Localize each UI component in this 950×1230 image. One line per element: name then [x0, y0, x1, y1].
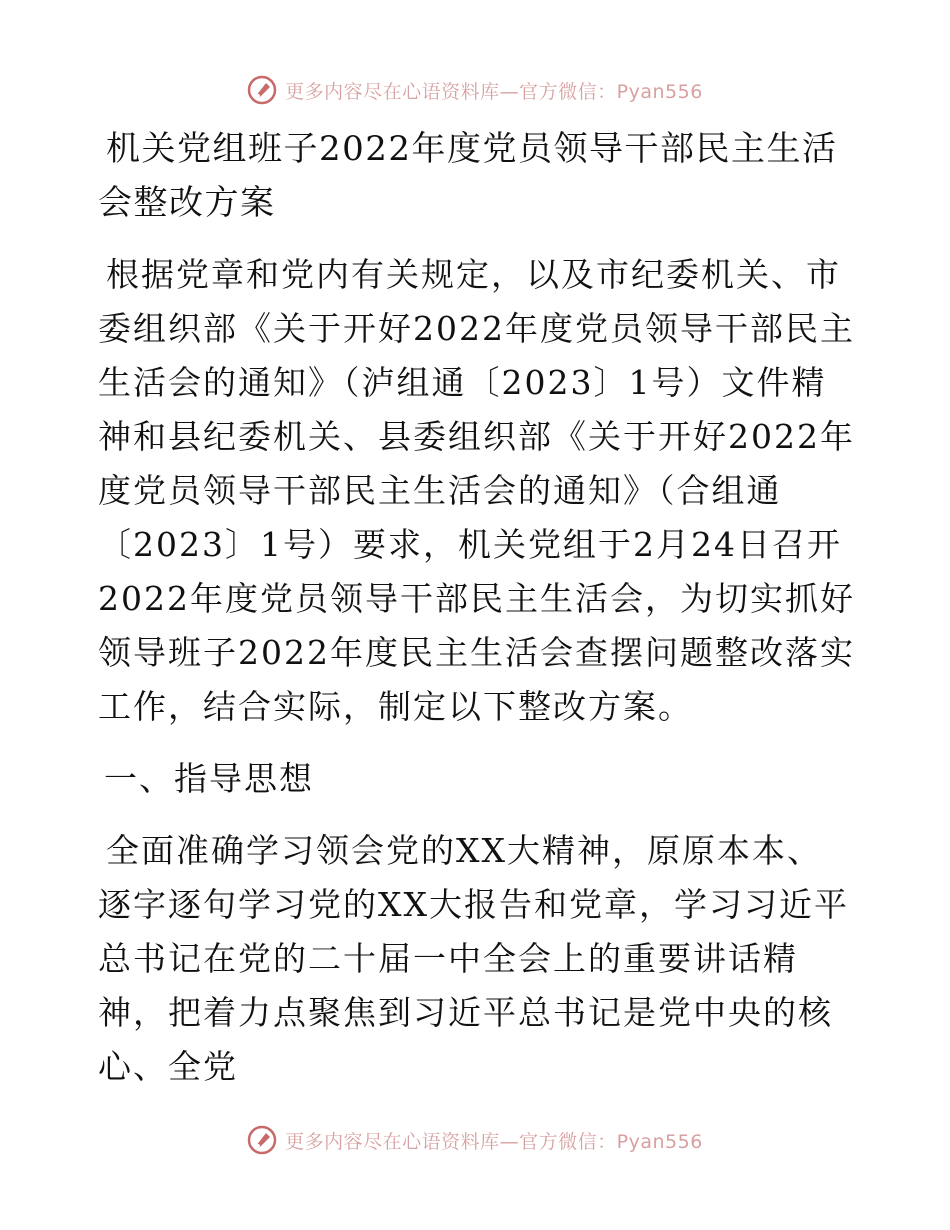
pen-nib-logo-icon	[247, 1125, 277, 1155]
intro-paragraph: 根据党章和党内有关规定，以及市纪委机关、市委组织部《关于开好2022年度党员领导干部民主生活会的通知》（泸组通〔2023〕1号）文件精神和县纪委机关、县委组织部《关于开好2022年度党员领导干部民主生活会的通知》（合组通〔2023〕1号）要求，机关党组于2月24日召开2022年度党员领导干部民主生活会，为切实抓好领导班子2022年度民主生活会查摆问题整改落实工作，结合实际，制定以下整改方案。	[98, 255, 855, 726]
watermark-banner-top	[0, 70, 950, 110]
section-paragraph-guiding-thought: 全面准确学习领会党的XX大精神，原原本本、逐字逐句学习党的XX大报告和党章，学习习近平总书记在党的二十届一中全会上的重要讲话精神，把着力点聚焦到习近平总书记是党中央的核心、全党	[98, 831, 849, 1086]
pen-nib-logo-icon	[247, 75, 277, 105]
watermark-text: 更多内容尽在心语资料库—官方微信：Pyan556	[285, 1130, 703, 1153]
section-heading-guiding-thought: 一、指导思想	[104, 759, 314, 798]
document-body	[98, 122, 856, 1112]
watermark-text: 更多内容尽在心语资料库—官方微信：Pyan556	[285, 80, 703, 103]
watermark-banner-bottom	[0, 1120, 950, 1160]
document-title: 机关党组班子2022年度党员领导干部民主生活会整改方案	[98, 129, 838, 223]
